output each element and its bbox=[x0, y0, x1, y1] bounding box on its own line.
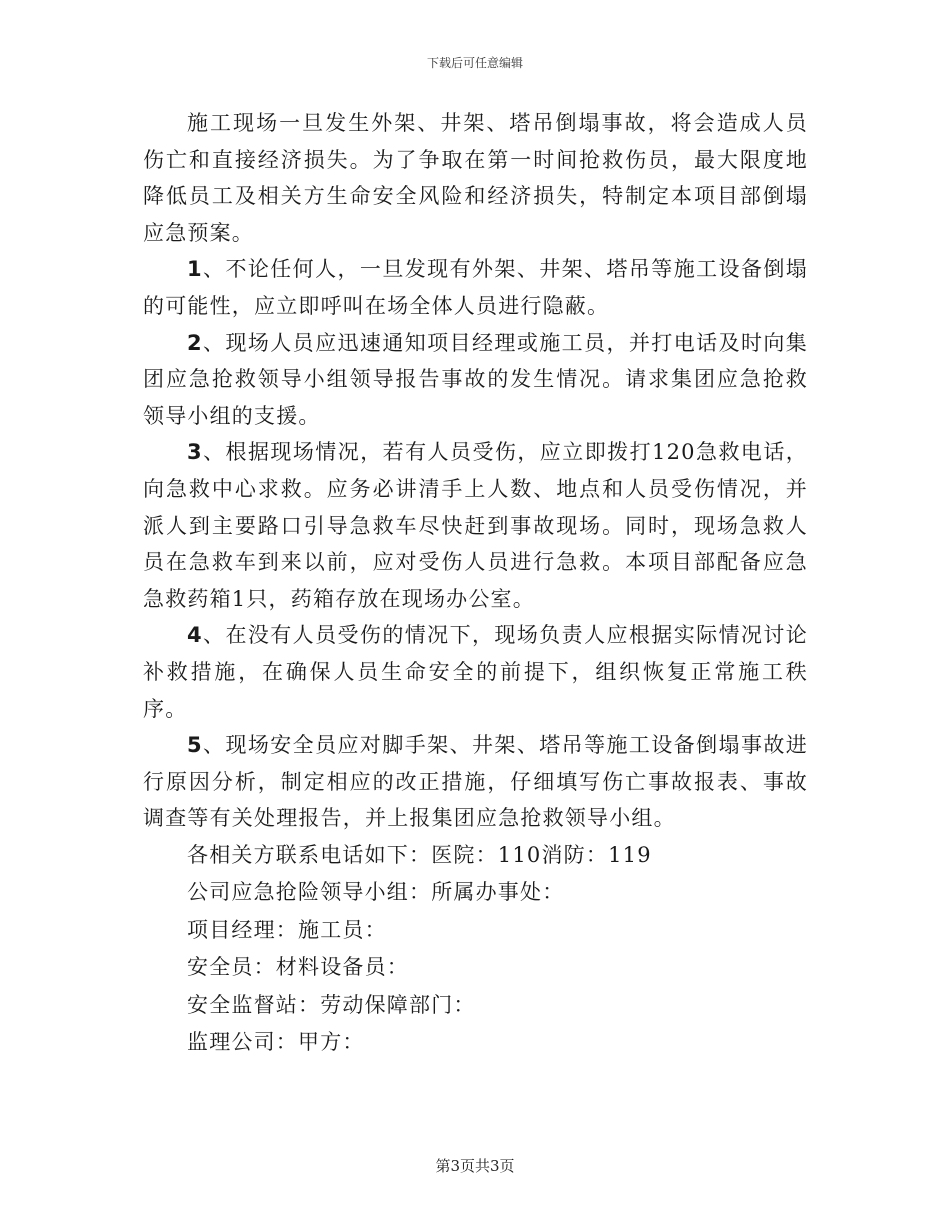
item-1 bbox=[143, 251, 808, 324]
item-text: 、不论任何人，一旦发现有外架、井架、塔吊等施工设备倒塌的可能性，应立即呼叫在场全体人员进行隐蔽。 bbox=[143, 257, 808, 318]
contact-safety-officer: 安全员：材料设备员： bbox=[187, 955, 409, 980]
item-3 bbox=[143, 434, 808, 617]
item-4 bbox=[143, 617, 808, 727]
intro-paragraph: 施工现场一旦发生外架、井架、塔吊倒塌事故，将会造成人员伤亡和直接经济损失。为了争取在第一时间抢救伤员，最大限度地降低员工及相关方生命安全风险和经济损失，特制定本项目部倒塌应急预案。 bbox=[143, 111, 808, 245]
page-header: 下载后可任意编辑 bbox=[426, 56, 523, 70]
item-number: 2 bbox=[187, 330, 203, 355]
item-number: 3 bbox=[187, 440, 203, 465]
contact-supervision-company: 监理公司：甲方： bbox=[187, 1029, 365, 1054]
item-2 bbox=[143, 325, 808, 435]
item-text: 、现场人员应迅速通知项目经理或施工员，并打电话及时向集团应急抢救领导小组领导报告事故的发生情况。请求集团应急抢救领导小组的支援。 bbox=[143, 330, 808, 428]
item-text: 、现场安全员应对脚手架、井架、塔吊等施工设备倒塌事故进行原因分析，制定相应的改正措施，仔细填写伤亡事故报表、事故调查等有关处理报告，并上报集团应急抢救领导小组。 bbox=[143, 733, 808, 831]
item-number: 4 bbox=[187, 623, 203, 648]
item-text: 、在没有人员受伤的情况下，现场负责人应根据实际情况讨论补救措施，在确保人员生命安全的前提下，组织恢复正常施工秩序。 bbox=[143, 623, 808, 721]
item-number: 5 bbox=[187, 733, 203, 758]
contact-phones: 各相关方联系电话如下：医院：110消防：119 bbox=[187, 842, 652, 867]
document-body bbox=[143, 105, 808, 1061]
page-footer: 第3页共3页 bbox=[435, 1157, 515, 1175]
contact-project-manager: 项目经理：施工员： bbox=[187, 917, 387, 942]
item-number: 1 bbox=[187, 257, 203, 282]
contact-leadership: 公司应急抢险领导小组：所属办事处： bbox=[187, 880, 565, 905]
item-5 bbox=[143, 727, 808, 837]
item-text: 、根据现场情况，若有人员受伤，应立即拨打120急救电话，向急救中心求救。应务必讲清手上人数、地点和人员受伤情况，并派人到主要路口引导急救车尽快赶到事故现场。同时，现场急救人员在急救车到来以前，应对受伤人员进行急救。本项目部配备应急急救药箱1只，药箱存放在现场办公室。 bbox=[143, 440, 808, 611]
contact-supervision-station: 安全监督站：劳动保障部门： bbox=[187, 992, 476, 1017]
